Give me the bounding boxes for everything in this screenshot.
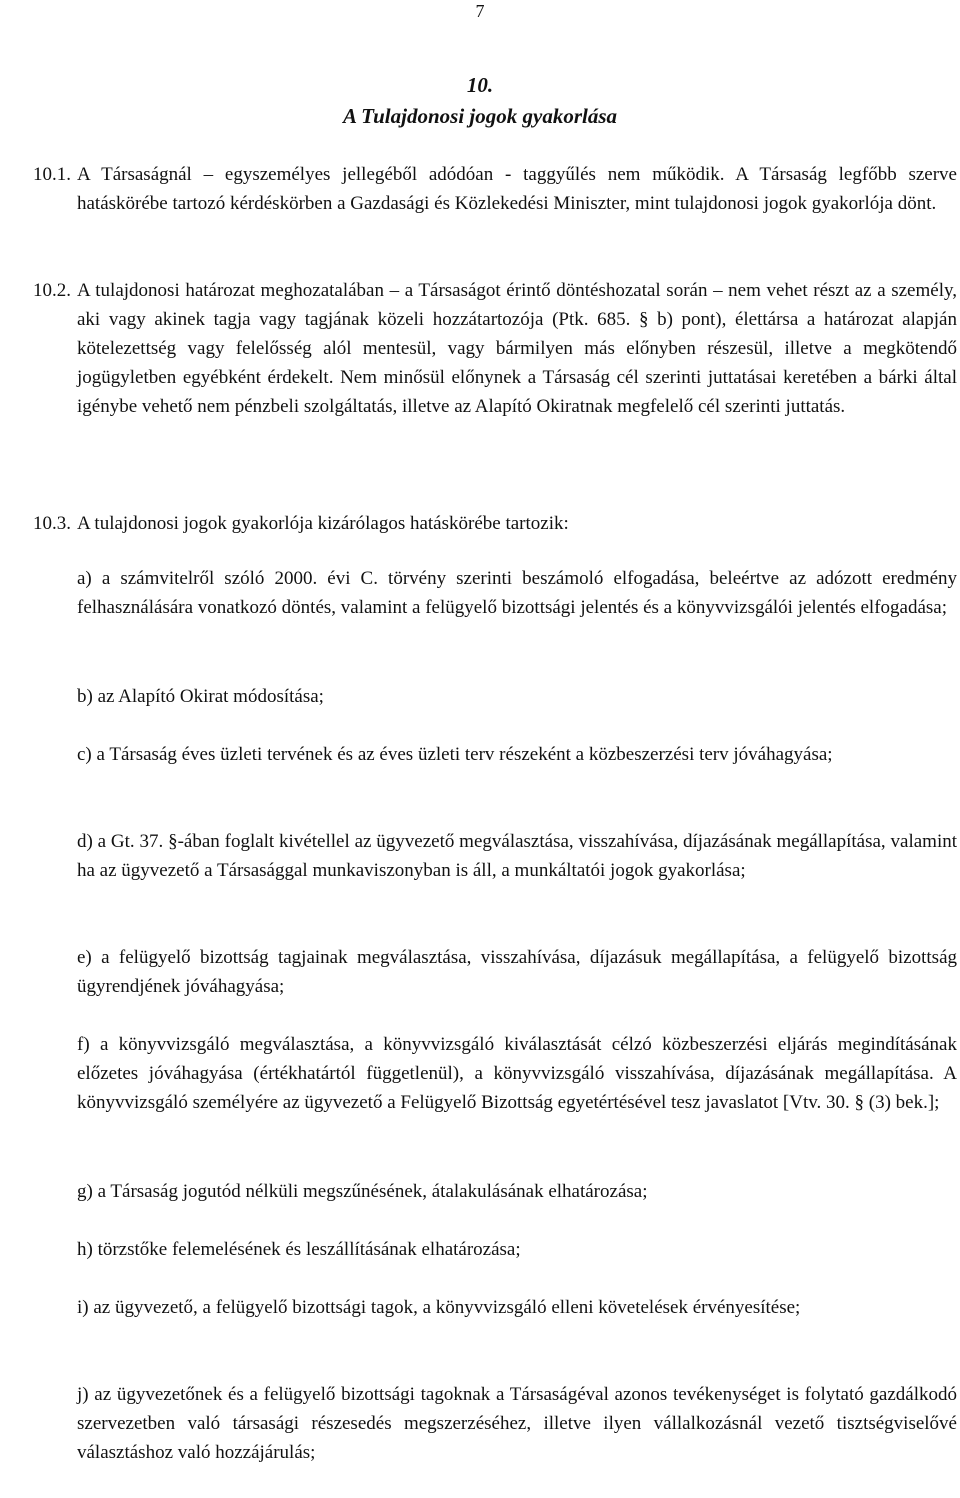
list-item-a: a) a számvitelről szóló 2000. évi C. törvény szerinti beszámoló elfogadása, beleértve az adózott eredmény felhasználására vonatkozó döntés, valamint a felügyelő bizottsági jelentés és a könyvvizsgálói jelentés elfogadása; — [77, 568, 957, 618]
list-item-h: h) törzstőke felemelésének és leszállításának elhatározása; — [77, 1239, 521, 1260]
section-number: 10.1. — [33, 164, 71, 185]
chapter-heading — [0, 70, 960, 132]
list-item-f: f) a könyvvizsgáló megválasztása, a könyvvizsgáló kiválasztását célzó közbeszerzési eljárás megindításának előzetes jóváhagyása (értékhatártól függetlenül), a könyvvizsgáló visszahívása, díjazásának megállapítása. A könyvvizsgáló személyére az ügyvezető a Felügyelő Bizottság egyetértésével tesz javaslatot [Vtv. 30. § (3) bek.]; — [77, 1034, 957, 1113]
list-item-d: d) a Gt. 37. §-ában foglalt kivétellel az ügyvezető megválasztása, visszahívása, díjazásának megállapítása, valamint ha az ügyvezető a Társasággal munkaviszonyban is áll, a munkáltatói jogok gyakorlása; — [77, 831, 957, 881]
chapter-number: 10. — [466, 73, 494, 97]
section-number: 10.2. — [33, 280, 71, 301]
section-text: A tulajdonosi határozat meghozatalában – a Társaságot érintő döntéshozatal során – nem vehet részt az a személy, aki vagy akinek tagja vagy tagjának közeli hozzátartozója (Ptk. 685. § b) pont), élettársa a határozat alapján kötelezettség vagy felelősség alól mentesül, vagy bármilyen más előnyben részesül, illetve a megkötendő jogügyletben egyébként érdekelt. Nem minősül előnynek a Társaság cél szerinti juttatásai keretében a bárki által igénybe vehető nem pénzbeli szolgáltatás, illetve az Alapító Okiratnak megfelelő cél szerinti juttatás. — [77, 280, 957, 417]
chapter-title: A Tulajdonosi jogok gyakorlása — [342, 104, 617, 128]
section-number: 10.3. — [33, 513, 71, 534]
list-item-e: e) a felügyelő bizottság tagjainak megválasztása, visszahívása, díjazásuk megállapítása, a felügyelő bizottság ügyrendjének jóváhagyása; — [77, 947, 957, 997]
section-text: A tulajdonosi jogok gyakorlója kizárólagos hatáskörébe tartozik: — [77, 513, 569, 534]
page-number: 7 — [475, 1, 485, 21]
list-item-b: b) az Alapító Okirat módosítása; — [77, 686, 324, 707]
list-item-g: g) a Társaság jogutód nélküli megszűnésének, átalakulásának elhatározása; — [77, 1181, 648, 1202]
list-item-i: i) az ügyvezető, a felügyelő bizottsági tagok, a könyvvizsgáló elleni követelések érvényesítése; — [77, 1297, 801, 1318]
list-item-c: c) a Társaság éves üzleti tervének és az éves üzleti terv részeként a közbeszerzési terv jóváhagyása; — [77, 744, 833, 765]
list-item-j: j) az ügyvezetőnek és a felügyelő bizottsági tagoknak a Társaságéval azonos tevékenységet is folytató gazdálkodó szervezetben való társasági részesedés megszerzéséhez, illetve ilyen vállalkozásnál vezető tisztségviselővé választáshoz való hozzájárulás; — [77, 1384, 957, 1463]
section-text: A Társaságnál – egyszemélyes jellegéből adódóan - taggyűlés nem működik. A Társaság legfőbb szerve hatáskörébe tartozó kérdéskörben a Gazdasági és Közlekedési Miniszter, mint tulajdonosi jogok gyakorlója dönt. — [77, 164, 957, 214]
